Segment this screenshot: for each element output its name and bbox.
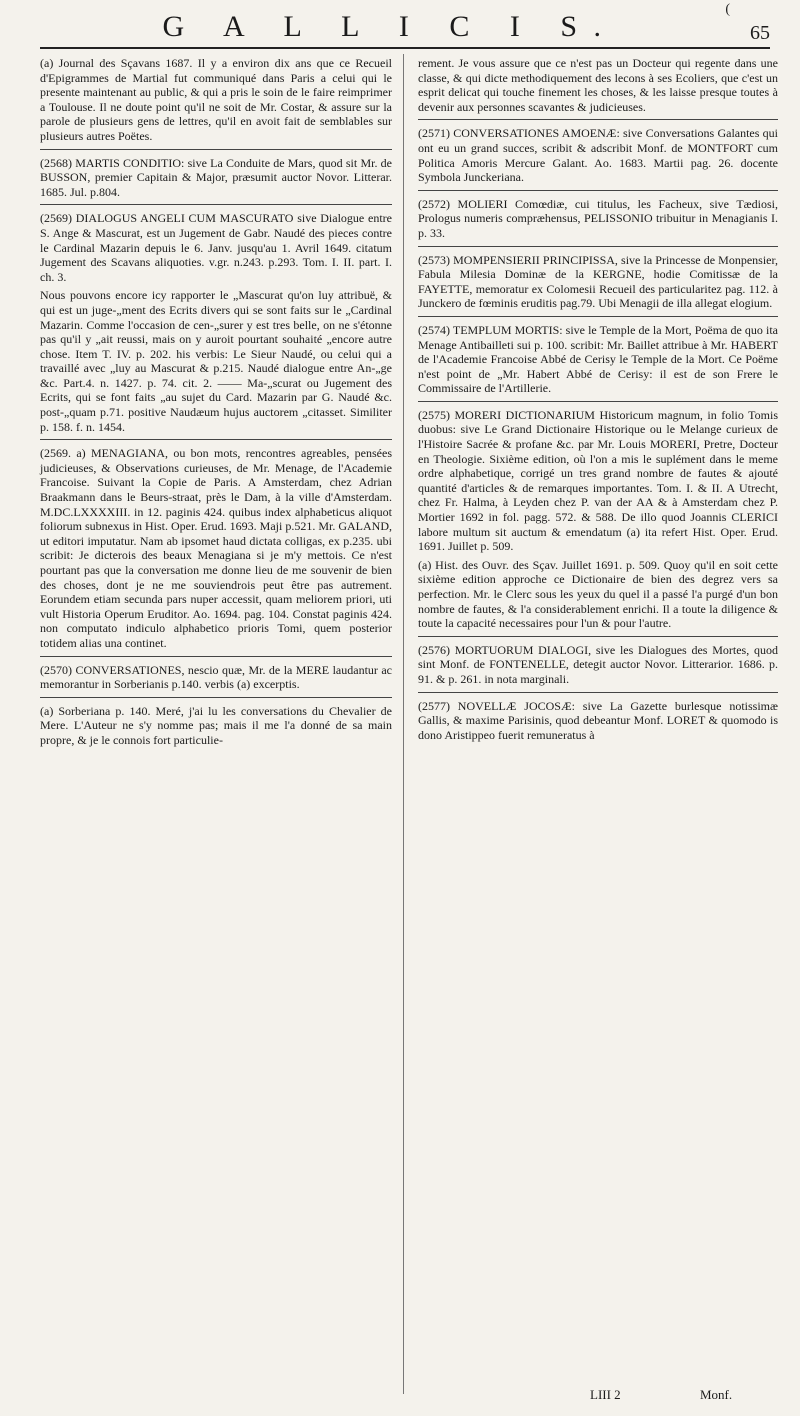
entry-separator bbox=[40, 204, 392, 205]
footnote-sorberiana: (a) Sorberiana p. 140. Meré, j'ai lu les conversations du Chevalier de Mere. L'Auteur ne s'y nomme pas; mais il me l'a donné de sa main propre, & je le connois fort particulie- bbox=[40, 703, 392, 747]
entry-2570: (2570) CONVERSATIONES, nescio quæ, Mr. de la MERE laudantur ac memorantur in Sorberianis p.140. verbis (a) excerptis. bbox=[40, 662, 392, 692]
entry-separator bbox=[40, 439, 392, 440]
page-title: G A L L I C I S. bbox=[162, 10, 618, 43]
footnote-journal-sçavans: (a) Journal des Sçavans 1687. Il y a environ dix ans que ce Recueil d'Epigrammes de Martial fut communiqué dans Paris a celui qui le presente maintenant au public, & qui a pris le soin de le faire reimprimer a Toulouse. Il ne doute point qu'il ne soit de Mr. Costar, & assure sur la parole de plusieurs gens de lettres, qu'il en avoit fait de semblables sur plusieurs autres Poëtes. bbox=[40, 56, 392, 143]
entry-2571: (2571) CONVERSATIONES AMOENÆ: sive Conversations Galantes qui ont eu un grand succes, scribit & adscribit Monf. de MONTFORT cum Politica Amoris Mercure Galant. Ao. 1683. Martii pag. 26. docente Symbola Junckeriana. bbox=[418, 126, 778, 185]
left-column bbox=[40, 56, 392, 752]
column-divider bbox=[403, 54, 404, 1394]
entry-2573: (2573) MOMPENSIERII PRINCIPISSA, sive la Princesse de Monpensier, Fabula Milesia Dominæ de la KERGNE, hodie Comitissæ de la FAYETTE, memoratur ex Colomesii Recueil des particularitez pag. 112. à Junckero de fœminis eruditis pag.79. Ubi Menagii de illa allegat elogium. bbox=[418, 252, 778, 311]
entry-2577: (2577) NOVELLÆ JOCOSÆ: sive La Gazette burlesque notissimæ Gallis, & maxime Parisinis, quod debeantur Monf. LORET & quomodo is dono Aristippeo fuerit remuneratus à bbox=[418, 698, 778, 742]
catchword: Monf. bbox=[700, 1387, 733, 1402]
running-head bbox=[0, 0, 800, 46]
entry-separator bbox=[418, 119, 778, 120]
entry-separator bbox=[418, 401, 778, 402]
entry-2569a: (2569. a) MENAGIANA, ou bon mots, rencontres agreables, pensées judicieuses, & Observations curieuses, de Mr. Menage, de l'Academie Francoise. Suivant la Copie de Paris. A Amsterdam, chez Adrian Braakmann dans le Beurs-straat, près le Dam, à la ville d'Amsterdam. M.DC.LXXXXIII. in 12. paginis 424. quibus index alphabeticus aliquot foliorum subnexus in Hist. Oper. Erud. 1693. Maji p.521. Mr. GALAND, ut editori imputatur. Nam ab ipsomet haud dictata colligas, ex p.235. ubi scribit: Je dicterois des beaux Menagiana si je m'y mettois. Ce n'est pourtant pas que la conversation me donne lieu de me souvenir de bien des choses, dont je ne me souviendrois peut être pas autrement. Eorundem etiam secunda pars nuper accessit, quam meliorem priori, uti vult Historia Operum Eruditor. Ao. 1694. pag. 104. Constat paginis 424. non computato indiculo alphabetico prioris Tomi, quem posterior totidem alias una continet. bbox=[40, 446, 392, 650]
entry-2576: (2576) MORTUORUM DIALOGI, sive les Dialogues des Mortes, quod sint Monf. de FONTENELLE, detegit auctor Novor. Litterarior. 1686. p. 91. & p. 261. in nota marginali. bbox=[418, 642, 778, 686]
right-column bbox=[418, 56, 778, 746]
entry-separator bbox=[40, 656, 392, 657]
entry-2569: (2569) DIALOGUS ANGELI CUM MASCURATO sive Dialogue entre S. Ange & Mascurat, est un Jugement de Gabr. Naudé des pieces contre le Cardinal Mazarin depuis le 6. Janv. jusqu'au 1. Avril 1649. citatum Jugement des Scavans aliquoties. v.gr. n.243. p.293. Tom. I. II. part. I. ch. 3. bbox=[40, 211, 392, 284]
entry-separator bbox=[418, 692, 778, 693]
entry-2568: (2568) MARTIS CONDITIO: sive La Conduite de Mars, quod sit Mr. de BUSSON, premier Capitain & Major, præsumit auctor Novor. Litterar. 1685. Jul. p.804. bbox=[40, 155, 392, 199]
top-mark: ( bbox=[725, 2, 730, 17]
signature-mark: LIII 2 bbox=[590, 1387, 621, 1402]
footnote-separator bbox=[40, 697, 392, 698]
entry-separator bbox=[418, 190, 778, 191]
entry-separator bbox=[418, 246, 778, 247]
entry-separator bbox=[40, 149, 392, 150]
entry-2569-quote: Nous pouvons encore icy rapporter le „Mascurat qu'on luy attribuë, & qui est un juge-„ment des Ecrits divers qui se sont faits sur le „Cardinal Mazarin. Comme l'occasion de cen-„surer y est tres belle, on ne s'étonne pas qu'il y „ait reussi, mais on y auroit pourtant souhaité „encore autre chose. Item T. IV. p. 202. his verbis: Le Sieur Naudé, ou celui qui a travaillé avec „luy au Mascurat & p.215. Naudé dialogue entre An-„ge &c. Part.4. n. 1427. p. 74. cit. 2. —— Ma-„scurat ou Jugement des Ecrits, qui se font faits „au sujet du Card. Mazarin par G. Naudé &c. post-„quam p.71. positive Naudæum hujus auctorem „citasset. Similiter p. 158. f. n. 1454. bbox=[40, 288, 392, 434]
entry-2572: (2572) MOLIERI Comœdiæ, cui titulus, les Facheux, sive Tædiosi, Prologus numeris compræhensus, PELISSONIO tribuitur in Menagianis I. p. 33. bbox=[418, 196, 778, 240]
entry-separator bbox=[418, 636, 778, 637]
entry-separator bbox=[418, 316, 778, 317]
page-number: 65 bbox=[750, 22, 770, 44]
entry-2575: (2575) MORERI DICTIONARIUM Historicum magnum, in folio Tomis duobus: sive Le Grand Dictionaire Historique ou le Melange curieux de l'Histoire Sacrée & profane &c. par Mr. Louis MORERI, Pretre, Docteur en Theologie. Sixième edition, où l'on a mis le suplément dans le meme ordre alphabetique, corrigé un tres grand nombre de fautes & ajouté quantité d'articles & de remarques importantes. Tom. I. & II. A Utrecht, chez Fr. Halma, à Leyden chez P. van der AA & à Amsterdam chez P. Mortier 1692 in fol. pagg. 572. & 588. De illo quod Joannis CLERICI labore multum sit auctum & emendatum (a) ita refert Hist. Oper. Erud. 1691. Juillet p. 509. bbox=[418, 407, 778, 554]
footnote-continuation: rement. Je vous assure que ce n'est pas un Docteur qui regente dans une classe, & qui dicte methodiquement des lecons à ses Ecoliers, que c'est un esprit delicat qui touche finement les choses, & les laisse presque toutes à devenir aux personnes scavantes & judicieuses. bbox=[418, 56, 778, 114]
footnote-hist-ouvr: (a) Hist. des Ouvr. des Sçav. Juillet 1691. p. 509. Quoy qu'il en soit cette sixième edition approche ce Dictionaire de bien des degrez vers sa perfection. Mr. le Clerc sous les yeux du quel il a passé l'a purgé d'un bon nombre de fautes, & l'a considerablement enrichi. Il a toute la diligence & toute la capacité necessaires pour l'un & pour l'autre. bbox=[418, 557, 778, 631]
entry-2574: (2574) TEMPLUM MORTIS: sive le Temple de la Mort, Poëma de quo ita Menage Antibailleti sui p. 100. scribit: Mr. Baillet attribue à Mr. HABERT de l'Academie Francoise Abbé de Cerisy le Temple de la Mort. Ce Poëme n'est point de „Mr. Habert Abbé de Cerisy: il est de son Frere le Commissaire de l'Artillerie. bbox=[418, 322, 778, 396]
header-rule bbox=[40, 47, 770, 49]
